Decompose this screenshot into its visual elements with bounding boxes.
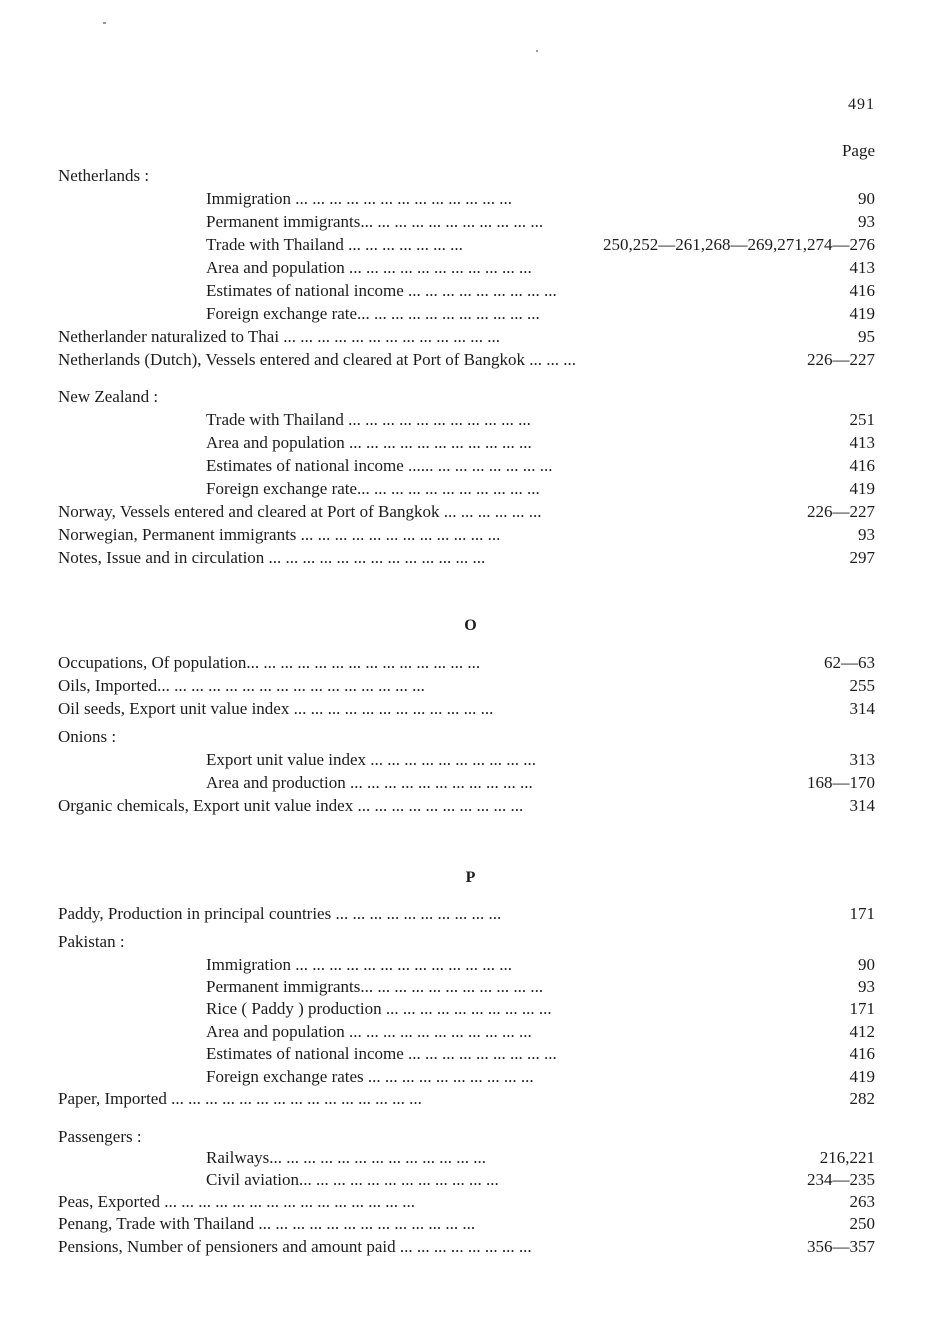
entry-text: Export unit value index ... ... ... ... ... ... ... ... ... ... bbox=[206, 750, 537, 769]
entry-page: 255 bbox=[849, 676, 875, 695]
entry-text: Trade with Thailand ... ... ... ... ... ... ... bbox=[206, 235, 463, 254]
entry-page: 419 bbox=[849, 479, 875, 498]
index-entry bbox=[0, 1042, 941, 1065]
entry-text: Oils, Imported... ... ... ... ... ... ... ... ... ... ... ... ... ... ... ... bbox=[58, 676, 425, 695]
entry-text: Estimates of national income ... ... ... ... ... ... ... ... ... bbox=[206, 1044, 557, 1063]
index-entry bbox=[0, 348, 941, 371]
index-entry bbox=[0, 1212, 941, 1235]
page-column-header: Page bbox=[841, 141, 875, 160]
entry-text: Area and production ... ... ... ... ... ... ... ... ... ... ... bbox=[206, 773, 533, 792]
index-entry bbox=[0, 477, 941, 500]
entry-text: Area and population ... ... ... ... ... ... ... ... ... ... ... bbox=[206, 258, 532, 277]
index-entry bbox=[0, 794, 941, 817]
index-entry bbox=[0, 302, 941, 325]
entry-page: 171 bbox=[849, 904, 875, 923]
entry-text: Oil seeds, Export unit value index ... ... ... ... ... ... ... ... ... ... ... ... bbox=[58, 699, 494, 718]
index-entry bbox=[0, 1146, 941, 1169]
entry-text: Foreign exchange rate... ... ... ... ... ... ... ... ... ... ... bbox=[206, 304, 540, 323]
index-entry bbox=[0, 771, 941, 794]
entry-text: Railways... ... ... ... ... ... ... ... ... ... ... ... ... bbox=[206, 1148, 487, 1167]
entry-page: 171 bbox=[849, 999, 875, 1018]
entry-text: Peas, Exported ... ... ... ... ... ... ... ... ... ... ... ... ... ... ... bbox=[58, 1192, 415, 1211]
entry-page: 412 bbox=[849, 1022, 875, 1041]
entry-text: Immigration ... ... ... ... ... ... ... ... ... ... ... ... ... bbox=[206, 189, 512, 208]
entry-text: Immigration ... ... ... ... ... ... ... ... ... ... ... ... ... bbox=[206, 955, 512, 974]
index-heading-pakistan: Pakistan : bbox=[58, 932, 125, 951]
index-entry bbox=[0, 546, 941, 569]
index-entry bbox=[0, 408, 941, 431]
section-letter-p: P bbox=[465, 869, 476, 886]
entry-page: 314 bbox=[849, 699, 875, 718]
index-entry bbox=[0, 1168, 941, 1191]
entry-text: Paper, Imported ... ... ... ... ... ... ... ... ... ... ... ... ... ... ... bbox=[58, 1089, 422, 1108]
entry-page: 216,221 bbox=[819, 1148, 875, 1167]
index-entry bbox=[0, 279, 941, 302]
entry-text: Estimates of national income ... ... ... ... ... ... ... ... ... bbox=[206, 281, 557, 300]
entry-text: Permanent immigrants... ... ... ... ... ... ... ... ... ... ... bbox=[206, 212, 544, 231]
entry-page: 90 bbox=[858, 955, 875, 974]
entry-page: 250,252—261,268—269,271,274—276 bbox=[603, 235, 875, 254]
entry-page: 95 bbox=[858, 327, 875, 346]
entry-text: Paddy, Production in principal countries ... ... ... ... ... ... ... ... ... ... bbox=[58, 904, 502, 923]
entry-text: Area and population ... ... ... ... ... ... ... ... ... ... ... bbox=[206, 433, 532, 452]
index-heading-netherlands: Netherlands : bbox=[58, 166, 150, 185]
entry-page: 93 bbox=[858, 525, 875, 544]
entry-page: 168—170 bbox=[807, 773, 875, 792]
entry-text: Notes, Issue and in circulation ... ... ... ... ... ... ... ... ... ... ... ... ... bbox=[58, 548, 486, 567]
entry-text: Civil aviation... ... ... ... ... ... ... ... ... ... ... ... bbox=[206, 1170, 499, 1189]
index-entry bbox=[0, 975, 941, 998]
index-entry bbox=[0, 233, 941, 256]
entry-text: Estimates of national income ...... ... ... ... ... ... ... ... bbox=[206, 456, 553, 475]
index-entry bbox=[0, 523, 941, 546]
index-entry bbox=[0, 1020, 941, 1043]
entry-page: 93 bbox=[858, 212, 875, 231]
entry-text: Occupations, Of population... ... ... ... ... ... ... ... ... ... ... ... ... ... bbox=[58, 653, 481, 672]
entry-page: 419 bbox=[849, 1067, 875, 1086]
entry-text: Foreign exchange rates ... ... ... ... ... ... ... ... ... ... bbox=[206, 1067, 534, 1086]
index-entry bbox=[0, 431, 941, 454]
index-entry bbox=[0, 1190, 941, 1213]
entry-text: Rice ( Paddy ) production ... ... ... ... ... ... ... ... ... ... bbox=[206, 999, 552, 1018]
entry-page: 226—227 bbox=[807, 350, 875, 369]
entry-page: 313 bbox=[849, 750, 875, 769]
index-entry bbox=[0, 997, 941, 1020]
index-entry bbox=[0, 1065, 941, 1088]
entry-page: 416 bbox=[849, 456, 875, 475]
entry-text: Netherlander naturalized to Thai ... ... ... ... ... ... ... ... ... ... ... ... ... bbox=[58, 327, 501, 346]
index-entry bbox=[0, 210, 941, 233]
entry-page: 416 bbox=[849, 1044, 875, 1063]
scan-mark bbox=[536, 50, 538, 52]
index-entry bbox=[0, 651, 941, 674]
index-entry bbox=[0, 902, 941, 925]
index-entry bbox=[0, 454, 941, 477]
index-entry bbox=[0, 256, 941, 279]
entry-page: 62—63 bbox=[824, 653, 875, 672]
entry-page: 93 bbox=[858, 977, 875, 996]
entry-text: Norway, Vessels entered and cleared at Port of Bangkok ... ... ... ... ... ... bbox=[58, 502, 542, 521]
entry-text: Penang, Trade with Thailand ... ... ... ... ... ... ... ... ... ... ... ... ... bbox=[58, 1214, 476, 1233]
entry-text: Trade with Thailand ... ... ... ... ... ... ... ... ... ... ... bbox=[206, 410, 531, 429]
entry-page: 263 bbox=[849, 1192, 875, 1211]
entry-page: 226—227 bbox=[807, 502, 875, 521]
index-entry bbox=[0, 500, 941, 523]
entry-text: Area and population ... ... ... ... ... ... ... ... ... ... ... bbox=[206, 1022, 532, 1041]
entry-text: Netherlands (Dutch), Vessels entered and cleared at Port of Bangkok ... ... ... bbox=[58, 350, 577, 369]
entry-text: Pensions, Number of pensioners and amount paid ... ... ... ... ... ... ... ... bbox=[58, 1237, 532, 1256]
entry-text: Foreign exchange rate... ... ... ... ... ... ... ... ... ... ... bbox=[206, 479, 540, 498]
entry-page: 250 bbox=[849, 1214, 875, 1233]
entry-page: 297 bbox=[849, 548, 875, 567]
page-number: 491 bbox=[848, 96, 875, 113]
index-heading-passengers: Passengers : bbox=[58, 1127, 142, 1146]
entry-page: 251 bbox=[849, 410, 875, 429]
scan-mark bbox=[103, 22, 106, 24]
index-entry bbox=[0, 697, 941, 720]
index-entry bbox=[0, 953, 941, 976]
index-entry bbox=[0, 674, 941, 697]
entry-text: Permanent immigrants... ... ... ... ... ... ... ... ... ... ... bbox=[206, 977, 544, 996]
index-entry bbox=[0, 748, 941, 771]
entry-page: 282 bbox=[849, 1089, 875, 1108]
index-heading-new-zealand: New Zealand : bbox=[58, 387, 159, 406]
entry-page: 234—235 bbox=[807, 1170, 875, 1189]
index-heading-onions: Onions : bbox=[58, 727, 117, 746]
entry-page: 413 bbox=[849, 258, 875, 277]
index-entry bbox=[0, 1087, 941, 1110]
entry-page: 416 bbox=[849, 281, 875, 300]
index-entry bbox=[0, 325, 941, 348]
entry-page: 419 bbox=[849, 304, 875, 323]
entry-page: 356—357 bbox=[807, 1237, 875, 1256]
entry-text: Organic chemicals, Export unit value index ... ... ... ... ... ... ... ... ... ... bbox=[58, 796, 524, 815]
entry-page: 314 bbox=[849, 796, 875, 815]
entry-page: 90 bbox=[858, 189, 875, 208]
entry-page: 413 bbox=[849, 433, 875, 452]
index-entry bbox=[0, 1235, 941, 1258]
section-letter-o: O bbox=[464, 617, 477, 634]
index-entry bbox=[0, 187, 941, 210]
entry-text: Norwegian, Permanent immigrants ... ... ... ... ... ... ... ... ... ... ... ... bbox=[58, 525, 501, 544]
